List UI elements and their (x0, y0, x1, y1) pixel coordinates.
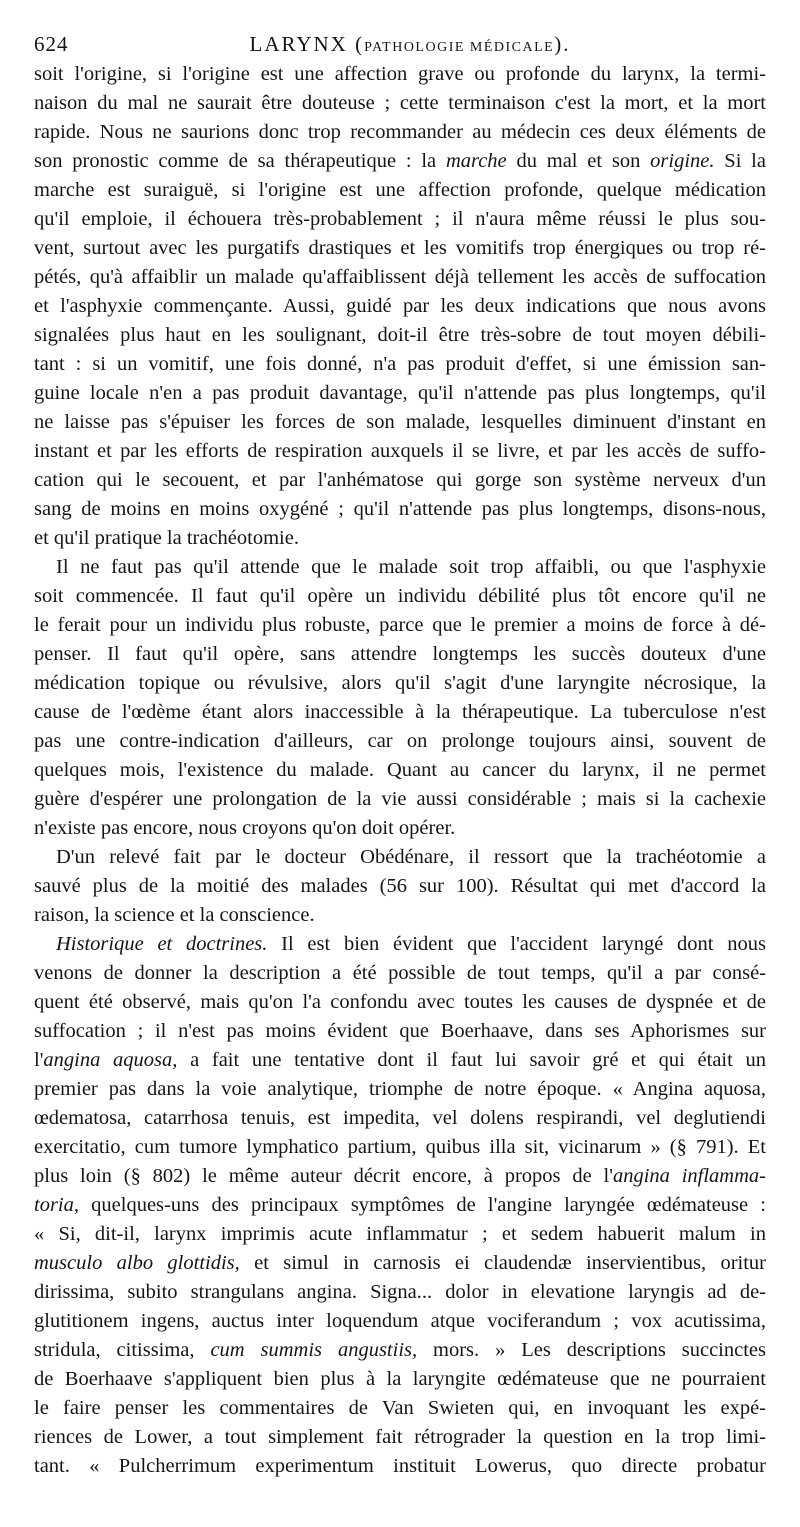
italic-text: angina aquosa, (43, 1049, 178, 1071)
text-line (34, 524, 766, 553)
line-text: soit l'origine, si l'origine est une affection grave ou profonde du larynx, la termi- (34, 63, 766, 85)
italic-text: origine. (650, 150, 715, 172)
text-line (34, 466, 766, 495)
text-line (34, 1220, 766, 1249)
text-line (34, 1104, 766, 1133)
line-text: mors. » Les descriptions succinctes (417, 1339, 766, 1361)
line-text: D'un relevé fait par le docteur Obédénare, il ressort que la trachéotomie a (56, 846, 766, 868)
text-line (34, 263, 766, 292)
line-text: sang de moins en moins oxygéné ; qu'il n'attende pas plus longtemps, disons-nous, (34, 498, 766, 520)
line-text: qu'il emploie, il échouera très-probablement ; il n'aura même réussi le plus sou- (34, 208, 766, 230)
line-text: dirissima, subito strangulans angina. Signa... dolor in elevatione laryngis ad de- (34, 1281, 766, 1303)
text-line (34, 1336, 766, 1365)
page-header (34, 24, 766, 58)
italic-text: cum summis angustiis, (210, 1339, 418, 1361)
text-line (34, 814, 766, 843)
line-text: et l'asphyxie commençante. Aussi, guidé par les deux indications que nous avons (34, 295, 766, 317)
line-text: le ferait pour un individu plus robuste, parce que le premier a moins de force à dé- (34, 614, 766, 636)
text-line (34, 408, 766, 437)
text-line (34, 785, 766, 814)
page-number: 624 (34, 32, 69, 56)
line-text: raison, la science et la conscience. (34, 904, 315, 926)
text-line (34, 118, 766, 147)
text-line (34, 1307, 766, 1336)
line-text: Il est bien évident que l'accident laryngé dont nous (267, 933, 766, 955)
line-text: Si la (714, 150, 766, 172)
line-text: « Si, dit-il, larynx imprimis acute inflammatur ; et sedem habuerit malum in (34, 1223, 766, 1245)
running-title-subtitle: PATHOLOGIE MÉDICALE (364, 40, 555, 55)
line-text: l' (34, 1049, 44, 1071)
running-title-close: ). (554, 32, 571, 56)
line-text: et simul in carnosis ei claudendæ inservientibus, oritur (239, 1252, 766, 1274)
text-line (34, 1017, 766, 1046)
text-line (34, 379, 766, 408)
line-text: marche est suraiguë, si l'origine est une affection profonde, quelque médication (34, 179, 766, 201)
text-line (34, 1278, 766, 1307)
text-line (34, 437, 766, 466)
text-line (34, 611, 766, 640)
text-line (34, 1365, 766, 1394)
text-line (34, 89, 766, 118)
text-line (34, 669, 766, 698)
line-text: de Boerhaave s'appliquent bien plus à la laryngite œdémateuse que ne pourraient (34, 1368, 766, 1390)
text-line (34, 930, 766, 959)
line-text: cation qui le secouent, et par l'anhématose qui gorge son système nerveux d'un (34, 469, 766, 491)
text-line (34, 321, 766, 350)
text-line (34, 843, 766, 872)
line-text: pétés, qu'à affaiblir un malade qu'affaiblissent déjà tellement les accès de suffocation (34, 266, 766, 288)
italic-text: angina inflamma- (612, 1165, 766, 1187)
line-text: guère d'espérer une prolongation de la vie aussi considérable ; mais si la cachexie (34, 788, 766, 810)
line-text: naison du mal ne saurait être douteuse ; cette terminaison c'est la mort, et la mort (34, 92, 766, 114)
line-text: quent été observé, mais qu'on l'a confondu avec toutes les causes de dyspnée et de (34, 991, 766, 1013)
text-line (34, 1394, 766, 1423)
line-text: son pronostic comme de sa thérapeutique : la (34, 150, 446, 172)
text-line (34, 553, 766, 582)
line-text: penser. Il faut qu'il opère, sans attendre longtemps les succès douteux d'une (34, 643, 766, 665)
line-text: du mal et son (506, 150, 651, 172)
line-text: exercitatio, cum tumore lymphatico partium, quibus illa sit, vicinarum » (§ 791). Et (34, 1136, 766, 1158)
text-line (34, 872, 766, 901)
line-text: tant. « Pulcherrimum experimentum instituit Lowerus, quo directe probatur (34, 1455, 766, 1477)
text-line (34, 1133, 766, 1162)
text-line (34, 959, 766, 988)
line-text: a fait une tentative dont il faut lui savoir gré et qui était un (177, 1049, 766, 1071)
running-title (34, 32, 766, 57)
line-text: rapide. Nous ne saurions donc trop recommander au médecin ces deux éléments de (34, 121, 766, 143)
italic-text: toria, (34, 1194, 79, 1216)
line-text: pas une contre-indication d'ailleurs, car on prolonge toujours ainsi, souvent de (34, 730, 766, 752)
line-text: glutitionem ingens, auctus inter loquendum atque vociferandum ; vox acutissima, (34, 1310, 766, 1332)
line-text: suffocation ; il n'est pas moins évident que Boerhaave, dans ses Aphorismes sur (34, 1020, 766, 1042)
text-line (34, 1046, 766, 1075)
text-line (34, 1162, 766, 1191)
text-line (34, 147, 766, 176)
line-text: signalées plus haut en les soulignant, doit-il être très-sobre de tout moyen débili- (34, 324, 766, 346)
running-title-main: LARYNX ( (249, 32, 365, 56)
line-text: vent, surtout avec les purgatifs drastiques et les vomitifs trop énergiques ou trop ré- (34, 237, 766, 259)
text-line (34, 988, 766, 1017)
line-text: le faire penser les commentaires de Van Swieten qui, en invoquant les expé- (34, 1397, 766, 1419)
text-line (34, 292, 766, 321)
text-line (34, 1423, 766, 1452)
text-line (34, 640, 766, 669)
line-text: plus loin (§ 802) le même auteur décrit encore, à propos de l' (34, 1165, 613, 1187)
text-line (34, 901, 766, 930)
text-line (34, 205, 766, 234)
text-line (34, 176, 766, 205)
text-line (34, 1191, 766, 1220)
line-text: médication topique ou révulsive, alors qu'il s'agit d'une laryngite nécrosique, la (34, 672, 766, 694)
line-text: cause de l'œdème étant alors inaccessible à la thérapeutique. La tuberculose n'est (34, 701, 766, 723)
italic-text: marche (445, 150, 507, 172)
line-text: venons de donner la description a été possible de tout temps, qu'il a par consé- (34, 962, 766, 984)
line-text: tant : si un vomitif, une fois donné, n'a pas produit d'effet, si une émission san- (34, 353, 766, 375)
text-line (34, 234, 766, 263)
line-text: Il ne faut pas qu'il attende que le malade soit trop affaibli, ou que l'asphyxie (56, 556, 766, 578)
line-text: quelques-uns des principaux symptômes de l'angine laryngée œdémateuse : (79, 1194, 766, 1216)
line-text: quelques mois, l'existence du malade. Quant au cancer du larynx, il ne permet (34, 759, 766, 781)
line-text: guine locale n'en a pas produit davantage, qu'il n'attende pas plus longtemps, qu'il (34, 382, 766, 404)
text-line (34, 495, 766, 524)
line-text: soit commencée. Il faut qu'il opère un individu débilité plus tôt encore qu'il ne (34, 585, 766, 607)
text-line (34, 727, 766, 756)
line-text: premier pas dans la voie analytique, triomphe de notre époque. « Angina aquosa, (34, 1078, 766, 1100)
text-line (34, 60, 766, 89)
text-line (34, 350, 766, 379)
italic-text: musculo albo glottidis, (34, 1252, 240, 1274)
line-text: instant et par les efforts de respiration auxquels il se livre, et par les accès de suffo- (34, 440, 766, 462)
body-text (34, 60, 766, 1481)
text-line (34, 1249, 766, 1278)
line-text: ne laisse pas s'épuiser les forces de son malade, lesquelles diminuent d'instant en (34, 411, 766, 433)
text-line (34, 698, 766, 727)
italic-text: Historique et doctrines. (56, 933, 268, 955)
line-text: et qu'il pratique la trachéotomie. (34, 527, 299, 549)
line-text: œdematosa, catarrhosa tenuis, est impedita, vel dolens respirandi, vel deglutiendi (34, 1107, 766, 1129)
text-line (34, 756, 766, 785)
line-text: riences de Lower, a tout simplement fait rétrograder la question en la trop limi- (34, 1426, 766, 1448)
text-line (34, 1075, 766, 1104)
text-line (34, 1452, 766, 1481)
line-text: n'existe pas encore, nous croyons qu'on doit opérer. (34, 817, 456, 839)
text-line (34, 582, 766, 611)
line-text: sauvé plus de la moitié des malades (56 sur 100). Résultat qui met d'accord la (34, 875, 766, 897)
line-text: stridula, citissima, (34, 1339, 211, 1361)
